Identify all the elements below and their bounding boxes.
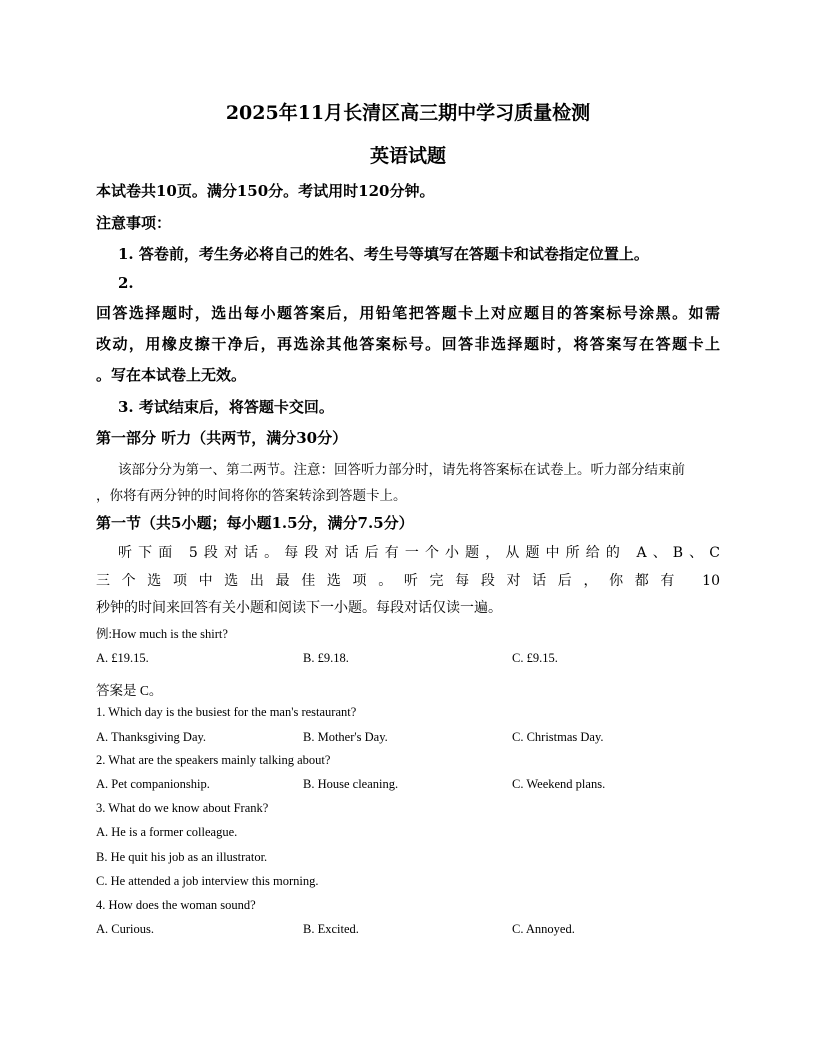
question-3-option-c: C. He attended a job interview this morning. [96, 874, 319, 888]
question-3-text: 3. What do we know about Frank? [96, 801, 269, 815]
notes-item-2-line-1: 回答选择题时，选出每小题答案后，用铅笔把答题卡上对应题目的答案标号涂黑。如需 [96, 304, 720, 322]
question-4-text: 4. How does the woman sound? [96, 898, 256, 912]
part1-heading: 第一部分 听力（共两节，满分30分） [96, 429, 348, 447]
notes-item-3: 3. 考试结束后，将答题卡交回。 [118, 398, 334, 416]
question-3-option-a: A. He is a former colleague. [96, 825, 238, 839]
notes-heading: 注意事项： [96, 214, 172, 232]
part1-description-line-2: ，你将有两分钟的时间将你的答案转涂到答题卡上。 [96, 488, 407, 504]
notes-item-2-line-3: 。写在本试卷上无效。 [96, 366, 247, 384]
notes-item-2-number: 2. [118, 274, 134, 292]
question-1-text: 1. Which day is the busiest for the man's restaurant? [96, 705, 357, 719]
part1-description-line-1: 该部分分为第一、第二两节。注意：回答听力部分时，请先将答案标在试卷上。听力部分结束前 [118, 462, 685, 478]
question-2-text: 2. What are the speakers mainly talking about? [96, 753, 331, 767]
exam-title: 2025年11月长清区高三期中学习质量检测 [225, 102, 591, 124]
section1-instruction-line-3: 秒钟的时间来回答有关小题和阅读下一小题。每段对话仅读一遍。 [96, 600, 502, 616]
question-2-option-c: C. Weekend plans. [512, 777, 606, 791]
section1-instruction-line-1: 听下面 5段对话。每段对话后有一个小题，从题中所给的 A、B、C [118, 545, 720, 561]
question-4-option-a: A. Curious. [96, 922, 154, 936]
exam-subtitle: 英语试题 [369, 145, 446, 167]
notes-item-1: 1. 答卷前，考生务必将自己的姓名、考生号等填写在答题卡和试卷指定位置上。 [118, 245, 649, 263]
example-option-a: A. £19.15. [96, 651, 149, 665]
question-1-option-b: B. Mother's Day. [303, 730, 388, 744]
example-question: 例:How much is the shirt? [96, 627, 228, 641]
section1-heading: 第一节（共5小题；每小题1.5分，满分7.5分） [96, 514, 414, 532]
example-option-b: B. £9.18. [303, 651, 349, 665]
section1-instruction-line-2: 三个选项中选出最佳选项。听完每段对话后，你都有 10 [96, 573, 720, 589]
question-3-option-b: B. He quit his job as an illustrator. [96, 850, 268, 864]
question-2-option-b: B. House cleaning. [303, 777, 399, 791]
example-answer: 答案是 C。 [96, 683, 163, 698]
question-2-option-a: A. Pet companionship. [96, 777, 210, 791]
question-4-option-b: B. Excited. [303, 922, 359, 936]
example-option-c: C. £9.15. [512, 651, 558, 665]
question-4-option-c: C. Annoyed. [512, 922, 575, 936]
question-1-option-a: A. Thanksgiving Day. [96, 730, 207, 744]
exam-intro: 本试卷共10页。满分150分。考试用时120分钟。 [96, 182, 435, 200]
notes-item-2-line-2: 改动，用橡皮擦干净后，再选涂其他答案标号。回答非选择题时，将答案写在答题卡上 [96, 335, 720, 353]
question-1-option-c: C. Christmas Day. [512, 730, 604, 744]
